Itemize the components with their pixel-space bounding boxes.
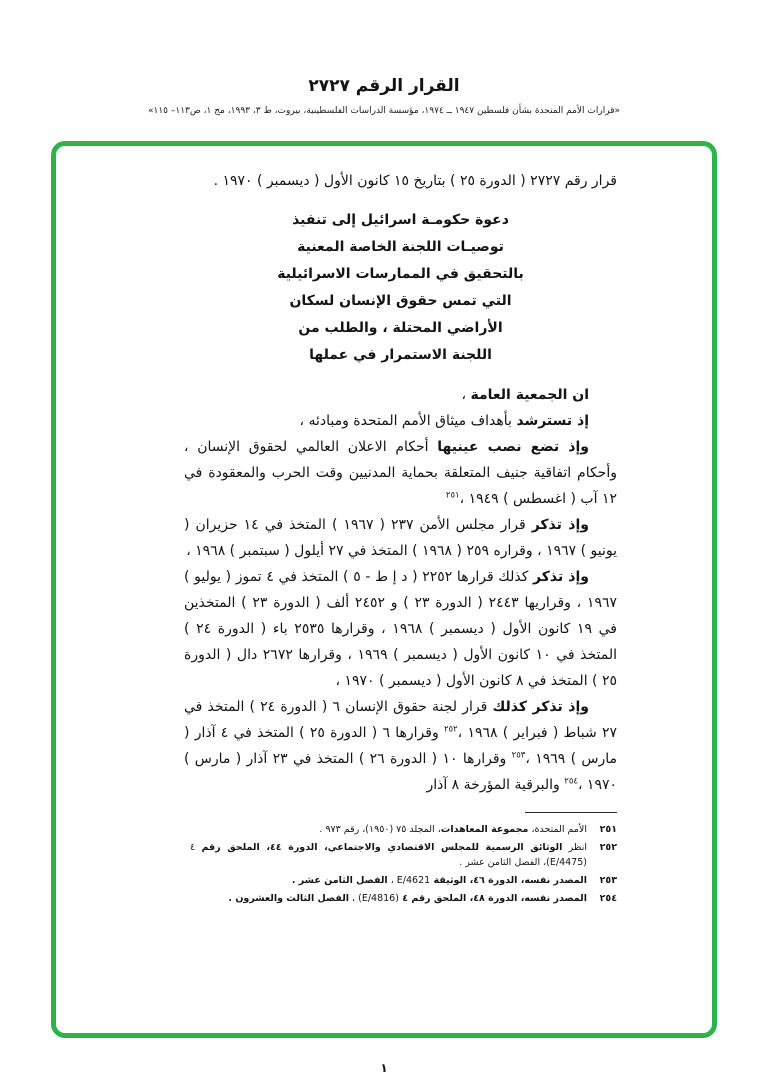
heading-line-2: توصيـات اللجنة الخاصة المعنية [297,239,504,255]
body-paragraph-6 [184,694,617,798]
heading-line-6: اللجنة الاستمرار في عملها [309,347,492,363]
text-segment: كذلك قرارها ٢٢٥٢ ( د إ ط - ٥ ) المتخذ في ٤ تموز ( يوليو ) ١٩٦٧ ، وقراريها ٢٤٤٣ ( الدورة ٢٣ ) و ٢٤٥٢ ألف ( الدورة ٢٣ ) المتخذين في ١٩ كانون الأول ( ديسمبر ) ١٩٦٨ ، وقرارها ٢٥٣٥ باء ( الدورة ٢٤ ) المتخذ في ١٠ كانون الأول ( ديسمبر ) ١٩٦٩ ، وقرارها ٢٦٧٢ دال ( الدورة ٢٥ ) المتخذ في ٨ كانون الأول ( ديسمبر ) ١٩٧٠ ، [184,569,618,689]
text-segment: وإذ تذكر كذلك [492,699,589,715]
resolution-heading [184,207,617,369]
text-segment: وقرارها ٦ ( الدورة ٢٥ ) المتخذ في ٤ آذار ( مارس ) ١٩٦٩ ، [184,725,617,767]
text-segment: انظر [562,842,587,853]
text-segment: الفصل الثالث والعشرون . [228,893,350,904]
resolution-title: القرار الرقم ٢٧٢٧ [308,76,460,96]
text-segment: الأمم المتحدة، [528,824,587,835]
body-paragraph-2 [184,408,617,434]
page-header [0,0,768,116]
text-segment: الوثائق الرسمية للمجلس الاقتصادي والاجتماعي، الدورة ٤٤، الملحق رقم [201,842,563,853]
text-segment: والبرقية المؤرخة ٨ آذار [426,777,565,793]
footnote-text [190,873,587,888]
text-segment: إذ تسترشد [516,413,589,429]
text-segment: ٤ (E/4475)، الفصل الثامن عشر . [190,842,587,868]
footnote-number: ٢٥٣ [599,875,617,886]
text-segment: قرار لجنة حقوق الإنسان ٦ ( الدورة ٢٤ ) المتخذ في ٢٧ شباط ( فبراير ) ١٩٦٨ ، [184,699,617,741]
text-segment: أحكام الاعلان العالمي لحقوق الإنسان ، وأحكام اتفاقية جنيف المتعلقة بحماية المدنيين وقت الحرب والمعقودة في ١٢ آب ( اغسطس ) ١٩٤٩ ، [184,439,617,507]
footnote-separator [525,812,617,813]
footnotes-section [184,822,617,906]
text-segment: وقرارها ١٠ ( الدورة ٢٦ ) المتخذ في ٢٣ آذار ( مارس ) ١٩٧٠ ، [184,751,617,793]
heading-line-5: الأراضي المحتلة ، والطلب من [298,320,503,336]
body-paragraph-4 [184,512,617,564]
footnote-ref: ٢٥٢ [443,724,458,735]
text-segment: ان الجمعية العامة [470,387,589,403]
text-segment: الفصل الثامن عشر . [291,875,388,886]
footnote-text [190,891,587,906]
text-segment: ، [461,387,471,403]
text-segment: المصدر نفسه، الدورة ٤٦، الوثيقة [430,875,587,886]
text-segment: (E/4816) ، [349,893,399,904]
text-segment: وإذ تذكر [533,569,589,585]
page-number: ١ [380,1061,388,1075]
footnote-number: ٢٥١ [599,824,617,835]
text-segment: ، المجلد ٧٥ (١٩٥٠)، رقم ٩٧٣ . [319,824,441,835]
heading-line-4: التي تمس حقوق الإنسان لسكان [289,293,512,309]
footnote-text [190,840,587,870]
text-segment: المصدر نفسه، الدورة ٤٨، الملحق رقم ٤ [398,893,587,904]
text-segment: وإذ تذكر [531,517,589,533]
footnote-ref: ٢٥٤ [564,776,578,787]
document-frame [51,141,717,1038]
heading-line-3: بالتحقيق في الممارسات الاسرائيلية [277,266,524,282]
text-segment: E/4621 ، [387,875,431,886]
text-segment: قرار مجلس الأمن ٢٣٧ ( ١٩٦٧ ) المتخذ في ١٤ حزيران ( يونيو ) ١٩٦٧ ، وقراره ٢٥٩ ( ١٩٦٨ ) المتخذ في ٢٧ أيلول ( سبتمبر ) ١٩٦٨ ، [184,517,617,559]
footnote-number: ٢٥٤ [599,893,617,904]
footnote-item [190,873,617,888]
body-paragraph-3 [184,434,617,512]
body-paragraph-1 [184,382,617,408]
resolution-intro: قرار رقم ٢٧٢٧ ( الدورة ٢٥ ) بتاريخ ١٥ كانون الأول ( ديسمبر ) ١٩٧٠ . [213,173,617,189]
resolution-body [184,382,617,798]
body-paragraph-5 [184,564,617,694]
heading-line-1: دعوة حكومـة اسرائيل إلى تنفيذ [292,212,509,228]
footnote-ref: ٢٥٣ [511,750,526,761]
text-segment: مجموعة المعاهدات [440,824,529,835]
footnote-number: ٢٥٢ [599,842,617,853]
footnote-text [190,822,587,837]
footnote-item [190,822,617,837]
text-segment: بأهداف ميثاق الأمم المتحدة ومبادئه ، [299,413,517,429]
footnote-ref: ٢٥١ [445,490,460,501]
footnote-item [190,840,617,870]
footnote-item [190,891,617,906]
source-citation: «قرارات الأمم المتحدة بشأن فلسطين ١٩٤٧ ــ ١٩٧٤، مؤسسة الدراسات الفلسطينية، بيروت، ط ٣، ١٩٩٣، مج ١، ص١١٣– ١١٥» [147,106,621,116]
text-segment: وإذ تضع نصب عينيها [437,439,589,455]
